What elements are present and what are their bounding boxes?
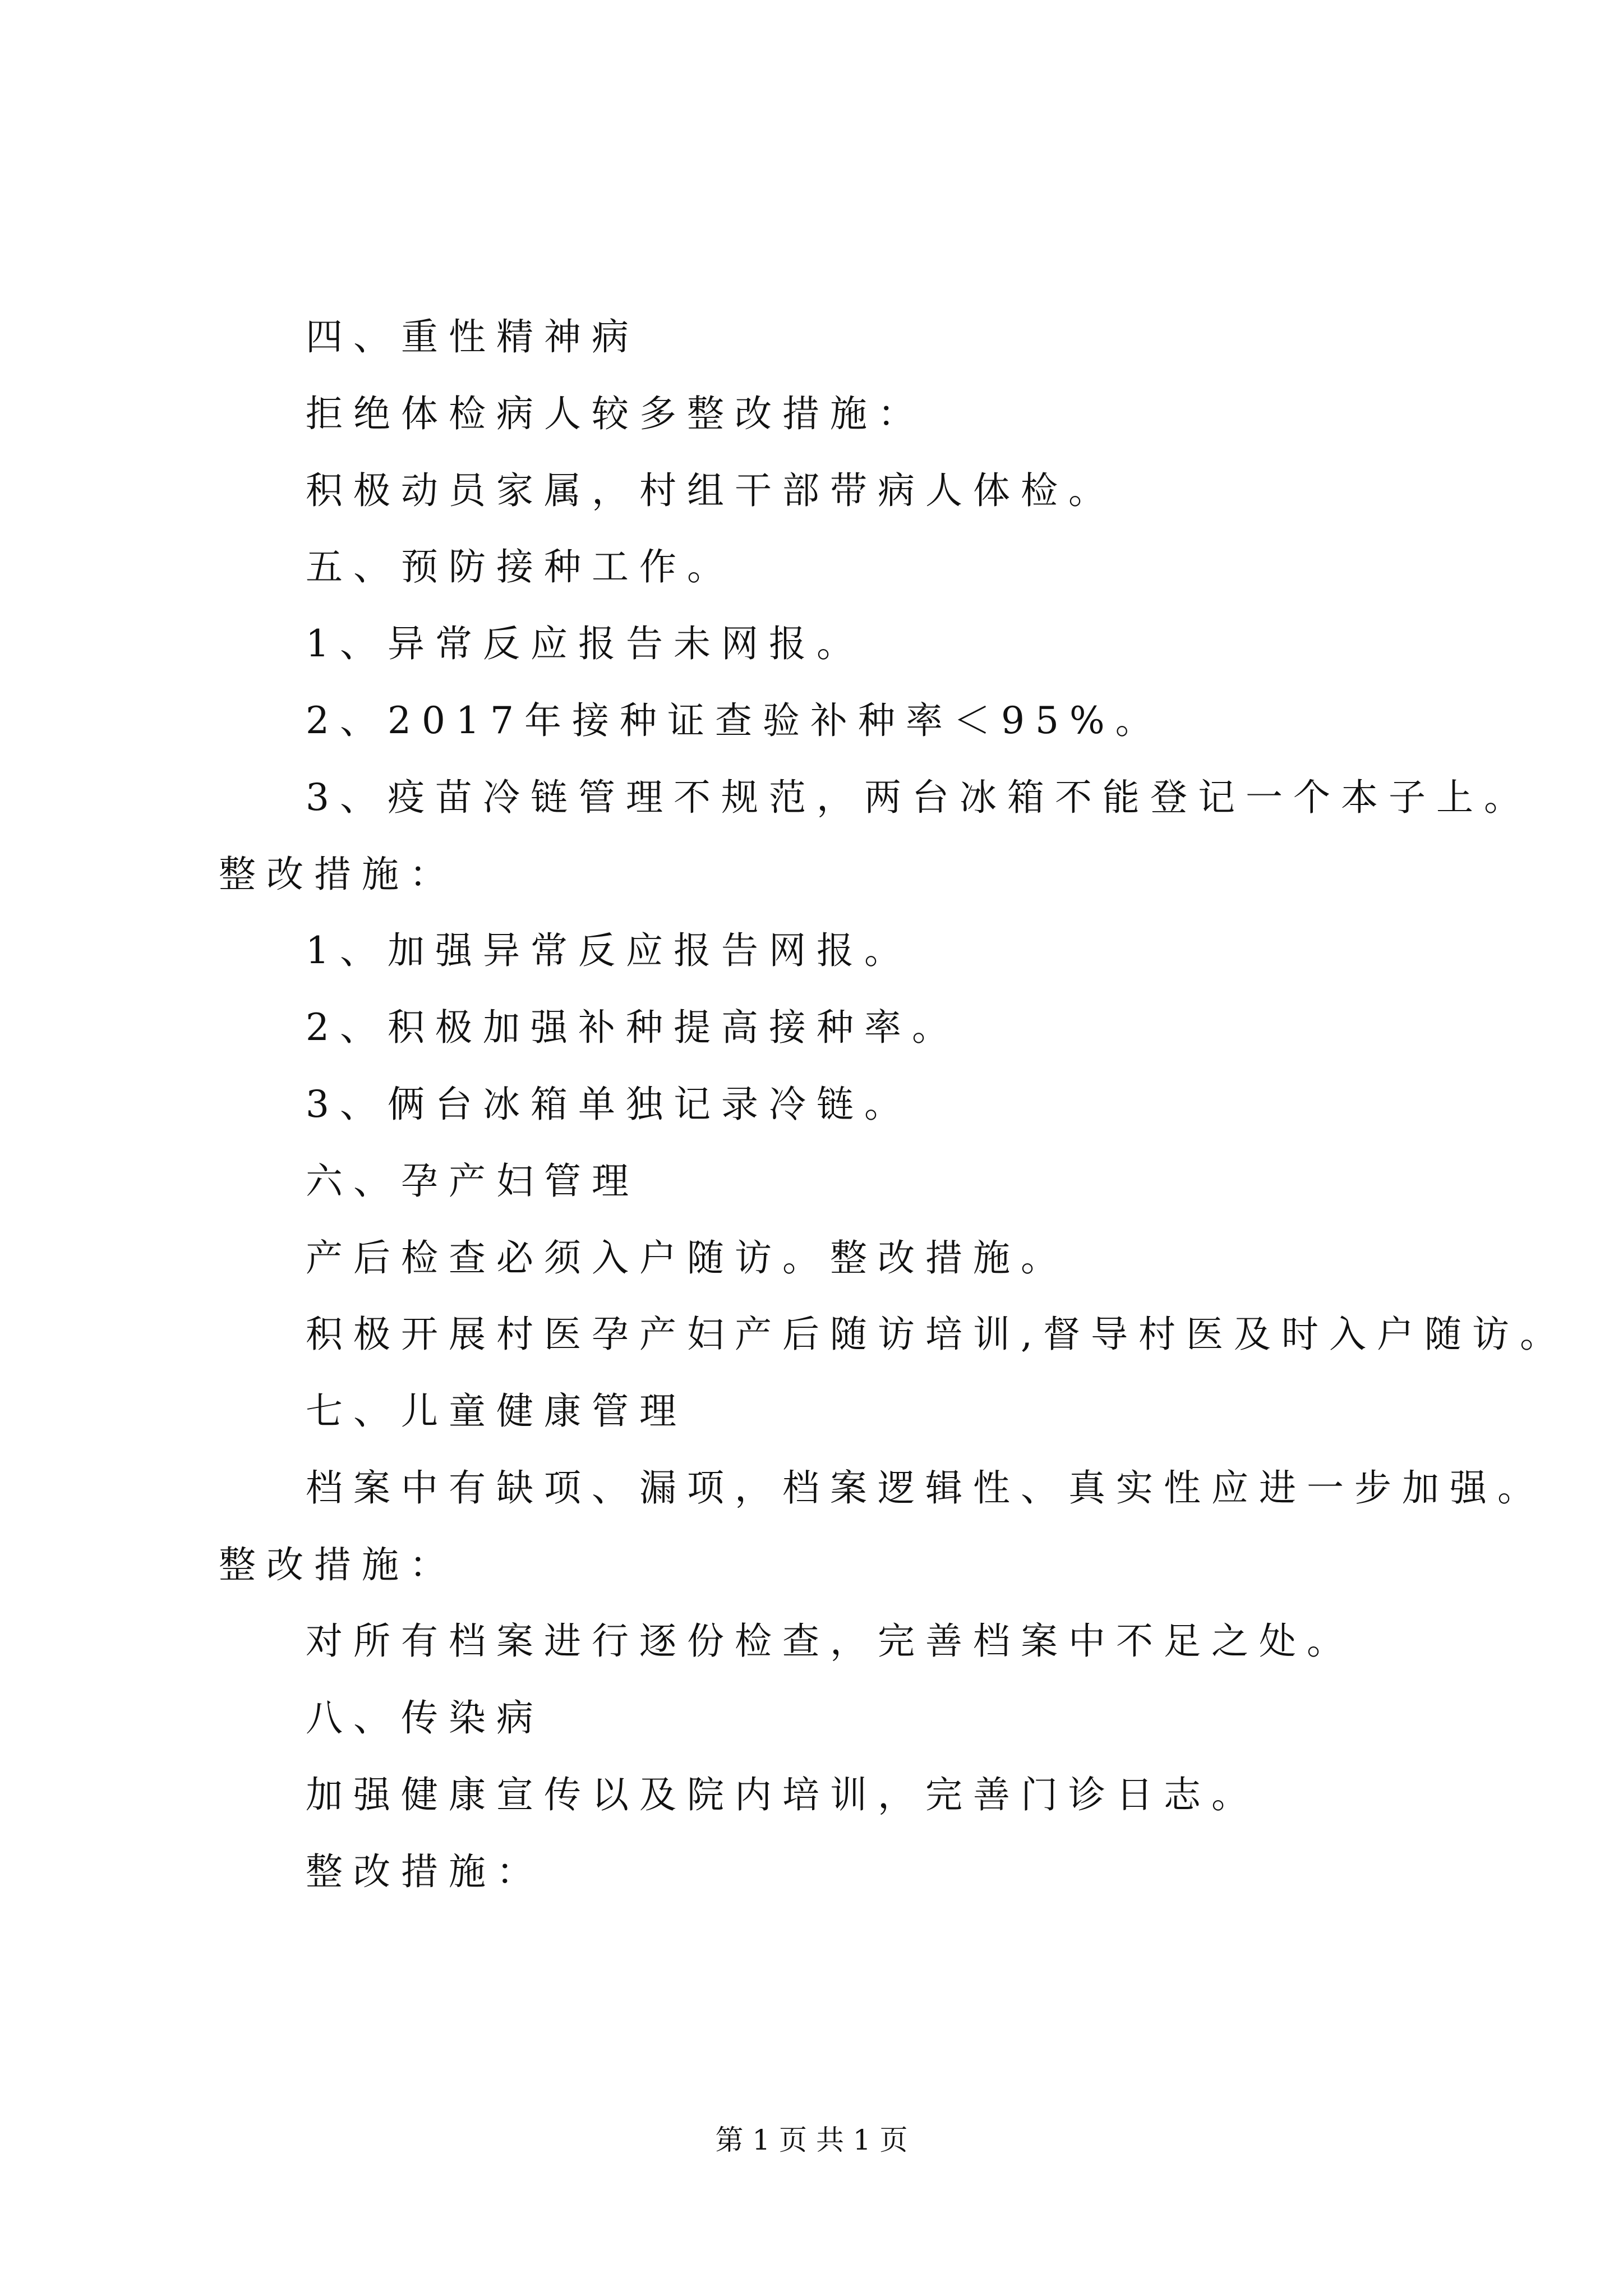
paragraph-line: 整改措施： [219, 853, 457, 896]
paragraph-line: 加强健康宣传以及院内培训，完善门诊日志。 [306, 1773, 1259, 1816]
list-item: 1、异常反应报告未网报。 [306, 622, 864, 665]
section-heading-infectious-disease: 八、传染病 [306, 1696, 544, 1740]
paragraph-line: 产后检查必须入户随访。整改措施。 [306, 1236, 1068, 1280]
list-item: 2、积极加强补种提高接种率。 [306, 1006, 960, 1049]
section-heading-maternal: 六、孕产妇管理 [306, 1159, 639, 1203]
list-item: 3、疫苗冷链管理不规范，两台冰箱不能登记一个本子上。 [306, 776, 1532, 819]
paragraph-line: 拒绝体检病人较多整改措施： [306, 392, 925, 435]
paragraph-line: 整改措施： [219, 1543, 457, 1586]
list-item: 2、2017年接种证查验补种率＜95%。 [306, 699, 1163, 742]
page-footer: 第 1 页 共 1 页 [715, 2124, 908, 2156]
list-item: 1、加强异常反应报告网报。 [306, 929, 912, 972]
section-heading-vaccination: 五、预防接种工作。 [306, 545, 735, 588]
section-heading-severe-mental-illness: 四、重性精神病 [306, 315, 639, 358]
paragraph-line: 档案中有缺项、漏项，档案逻辑性、真实性应进一步加强。 [306, 1466, 1545, 1510]
paragraph-line: 对所有档案进行逐份检查，完善档案中不足之处。 [306, 1619, 1354, 1663]
paragraph-line: 积极动员家属，村组干部带病人体检。 [306, 469, 1116, 512]
paragraph-line: 整改措施： [306, 1850, 544, 1893]
list-item: 3、俩台冰箱单独记录冷链。 [306, 1083, 912, 1126]
section-heading-child-health: 七、儿童健康管理 [306, 1389, 687, 1433]
paragraph-line: 积极开展村医孕产妇产后随访培训,督导村医及时入户随访。 [306, 1313, 1567, 1356]
